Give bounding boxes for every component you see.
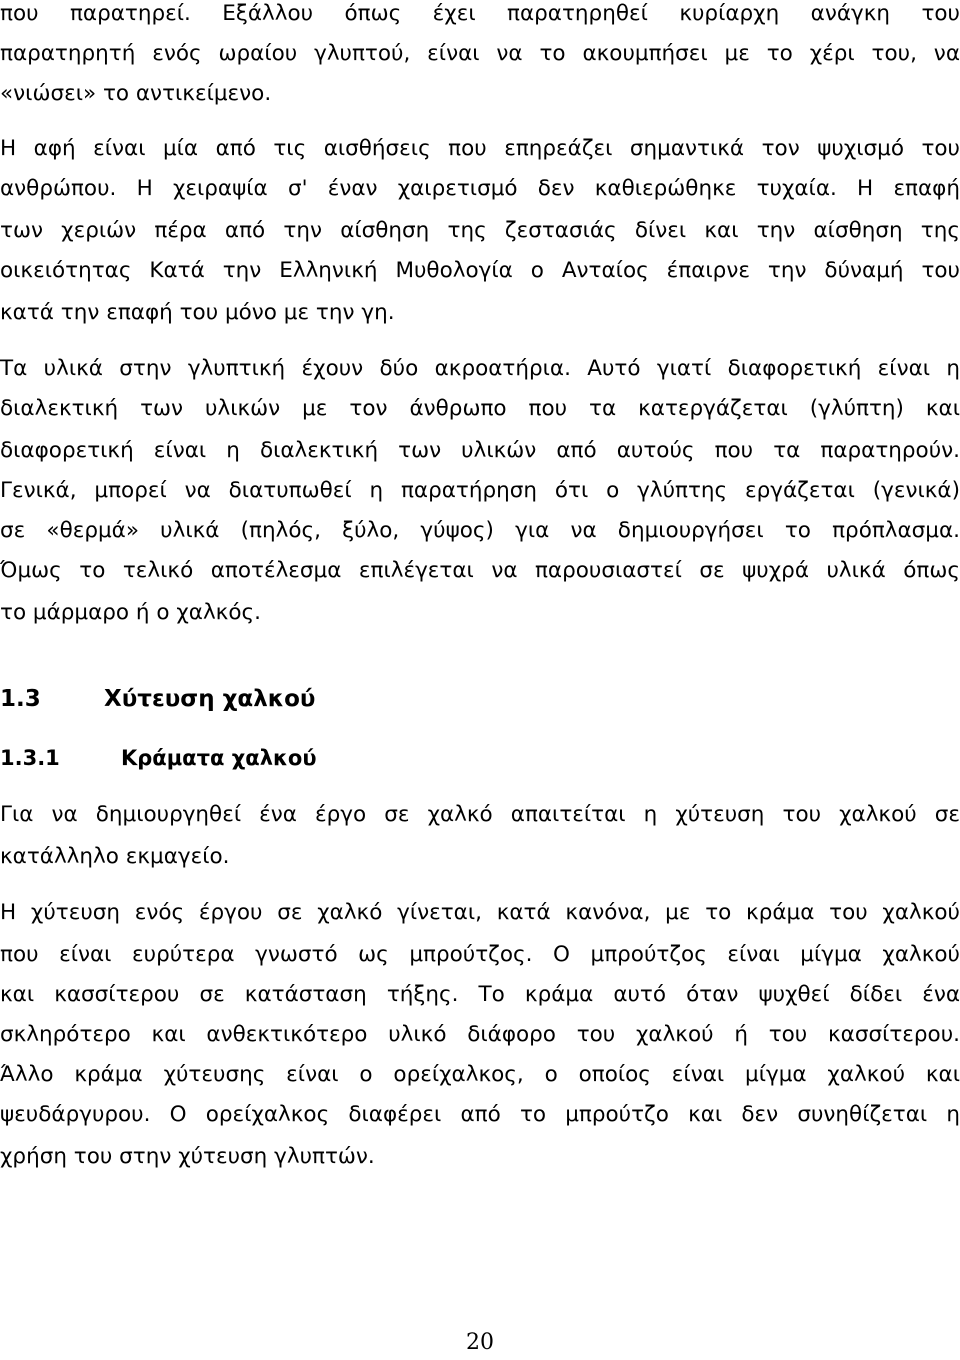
section-number: 1.3 xyxy=(0,686,41,712)
text-line: το μάρμαρο ή ο χαλκός. xyxy=(0,600,261,625)
text-line: που παρατηρεί. Εξάλλου όπως έχει παρατηρηθεί κυρίαρχη ανάγκη του xyxy=(0,1,960,26)
text-line: κατά την επαφή του μόνο με την γη. xyxy=(0,300,395,325)
text-line: χρήση του στην χύτευση γλυπτών. xyxy=(0,1144,375,1169)
subsection-title: Κράματα χαλκού xyxy=(121,746,317,770)
text-line: σκληρότερο και ανθεκτικότερο υλικό διάφορο του χαλκού ή του κασσίτερου. xyxy=(0,1022,960,1047)
text-line: Άλλο κράμα χύτευσης είναι ο ορείχαλκος, ο οποίος είναι μίγμα χαλκού και xyxy=(0,1062,960,1087)
section-title: Χύτευση χαλκού xyxy=(104,686,316,712)
text-line: διαλεκτική των υλικών με τον άνθρωπο που τα κατεργάζεται (γλύπτη) και xyxy=(0,396,960,421)
section-heading xyxy=(0,679,315,719)
page-number: 20 xyxy=(466,1330,494,1355)
text-line: οικειότητας Κατά την Ελληνική Μυθολογία ο Ανταίος έπαιρνε την δύναμή του xyxy=(0,258,960,283)
text-line: ανθρώπου. Η χειραψία σ' έναν χαιρετισμό δεν καθιερώθηκε τυχαία. Η επαφή xyxy=(0,176,960,201)
text-line: Γενικά, μπορεί να διατυπωθεί η παρατήρηση ότι ο γλύπτης εργάζεται (γενικά) xyxy=(0,478,960,503)
text-line: και κασσίτερου σε κατάσταση τήξης. Το κράμα αυτό όταν ψυχθεί δίδει ένα xyxy=(0,982,960,1007)
text-line: Η χύτευση ενός έργου σε χαλκό γίνεται, κατά κανόνα, με το κράμα του χαλκού xyxy=(0,900,960,925)
subsection-heading xyxy=(0,738,317,778)
text-line: κατάλληλο εκμαγείο. xyxy=(0,844,230,869)
text-line: παρατηρητή ενός ωραίου γλυπτού, είναι να το ακουμπήσει με το χέρι του, να xyxy=(0,41,960,66)
text-line: Για να δημιουργηθεί ένα έργο σε χαλκό απαιτείται η χύτευση του χαλκού σε xyxy=(0,802,960,827)
text-line: «νιώσει» το αντικείμενο. xyxy=(0,81,272,106)
text-line: Τα υλικά στην γλυπτική έχουν δύο ακροατήρια. Αυτό γιατί διαφορετική είναι η xyxy=(0,356,960,381)
text-line: που είναι ευρύτερα γνωστό ως μπρούτζος. Ο μπρούτζος είναι μίγμα χαλκού xyxy=(0,942,960,967)
text-line: ψευδάργυρου. Ο ορείχαλκος διαφέρει από το μπρούτζο και δεν συνηθίζεται η xyxy=(0,1102,960,1127)
text-line: Όμως το τελικό αποτέλεσμα επιλέγεται να παρουσιαστεί σε ψυχρά υλικά όπως xyxy=(0,558,960,583)
text-line: Η αφή είναι μία από τις αισθήσεις που επηρεάζει σημαντικά τον ψυχισμό του xyxy=(0,136,960,161)
text-line: διαφορετική είναι η διαλεκτική των υλικών από αυτούς που τα παρατηρούν. xyxy=(0,438,960,463)
text-line: των χεριών πέρα από την αίσθηση της ζεστασιάς δίνει και την αίσθηση της xyxy=(0,218,960,243)
subsection-number: 1.3.1 xyxy=(0,746,60,770)
text-line: σε «θερμά» υλικά (πηλός, ξύλο, γύψος) για να δημιουργήσει το πρόπλασμα. xyxy=(0,518,960,543)
